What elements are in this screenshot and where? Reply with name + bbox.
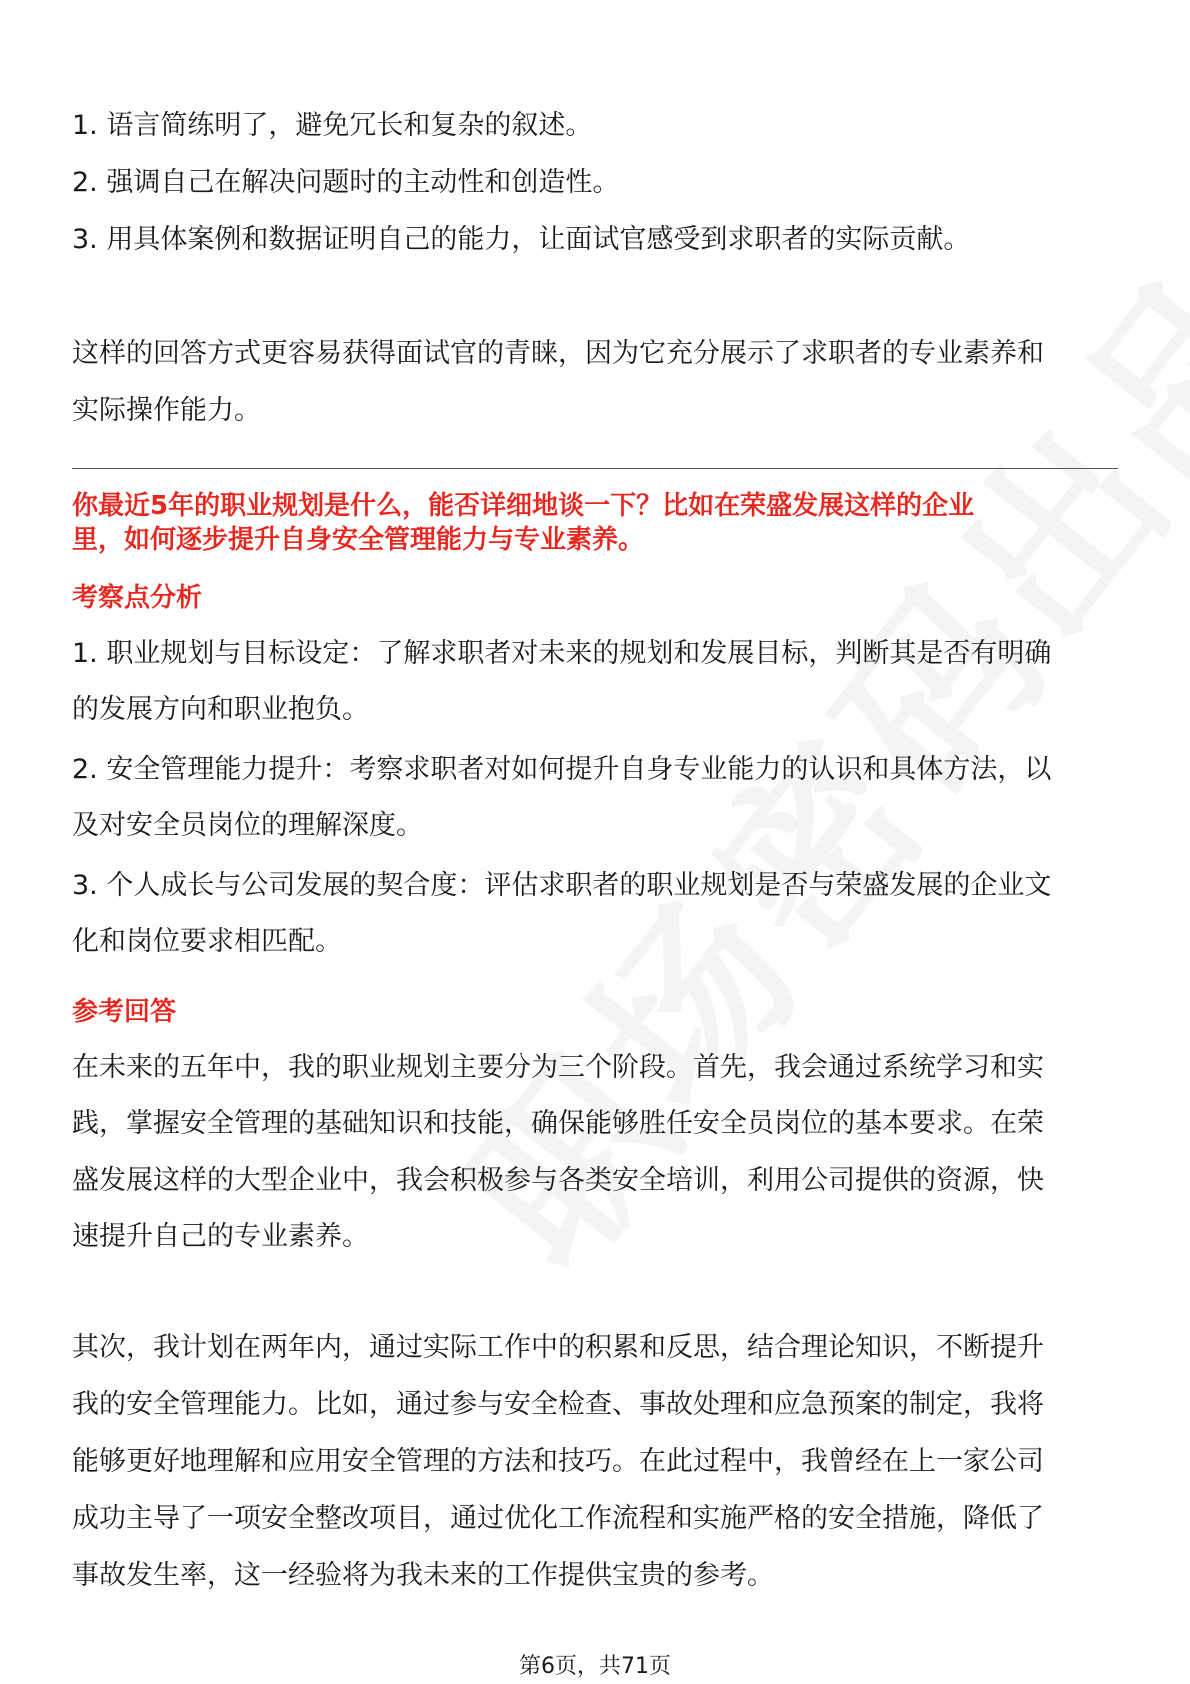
answer-line: 在未来的五年中，我的职业规划主要分为三个阶段。首先，我会通过系统学习和实 bbox=[72, 1052, 1044, 1083]
answer-line: 盛发展这样的大型企业中，我会积极参与各类安全培训，利用公司提供的资源，快 bbox=[72, 1165, 1044, 1196]
page-footer: 第6页，共71页 bbox=[519, 1654, 671, 1679]
section-divider bbox=[72, 468, 1118, 469]
answer-line: 能够更好地理解和应用安全管理的方法和技巧。在此过程中，我曾经在上一家公司 bbox=[72, 1446, 1044, 1477]
tip-line: 2. 强调自己在解决问题时的主动性和创造性。 bbox=[72, 167, 620, 198]
analysis-line: 1. 职业规划与目标设定：了解求职者对未来的规划和发展目标，判断其是否有明确 bbox=[72, 638, 1052, 669]
analysis-line: 化和岗位要求相匹配。 bbox=[72, 926, 342, 957]
answer-line: 践，掌握安全管理的基础知识和技能，确保能够胜任安全员岗位的基本要求。在荣 bbox=[72, 1108, 1044, 1139]
answer-line: 其次，我计划在两年内，通过实际工作中的积累和反思，结合理论知识，不断提升 bbox=[72, 1332, 1044, 1363]
answer-line: 我的安全管理能力。比如，通过参与安全检查、事故处理和应急预案的制定，我将 bbox=[72, 1389, 1044, 1420]
question-line: 你最近5年的职业规划是什么，能否详细地谈一下？比如在荣盛发展这样的企业 bbox=[72, 491, 975, 521]
analysis-heading: 考察点分析 bbox=[72, 583, 203, 613]
analysis-line: 2. 安全管理能力提升：考察求职者对如何提升自身专业能力的认识和具体方法，以 bbox=[72, 754, 1052, 785]
answer-line: 事故发生率，这一经验将为我未来的工作提供宝贵的参考。 bbox=[72, 1560, 774, 1591]
analysis-line: 及对安全员岗位的理解深度。 bbox=[72, 810, 423, 841]
answer-heading: 参考回答 bbox=[72, 997, 177, 1027]
question-line: 里，如何逐步提升自身安全管理能力与专业素养。 bbox=[72, 525, 645, 555]
analysis-line: 3. 个人成长与公司发展的契合度：评估求职者的职业规划是否与荣盛发展的企业文 bbox=[72, 870, 1052, 901]
tip-line: 3. 用具体案例和数据证明自己的能力，让面试官感受到求职者的实际贡献。 bbox=[72, 224, 971, 255]
summary-line: 这样的回答方式更容易获得面试官的青睐，因为它充分展示了求职者的专业素养和 bbox=[72, 338, 1044, 369]
summary-line: 实际操作能力。 bbox=[72, 395, 261, 426]
tip-line: 1. 语言简练明了，避免冗长和复杂的叙述。 bbox=[72, 110, 593, 141]
answer-line: 成功主导了一项安全整改项目，通过优化工作流程和实施严格的安全措施，降低了 bbox=[72, 1503, 1044, 1534]
answer-line: 速提升自己的专业素养。 bbox=[72, 1221, 369, 1252]
analysis-line: 的发展方向和职业抱负。 bbox=[72, 694, 369, 725]
